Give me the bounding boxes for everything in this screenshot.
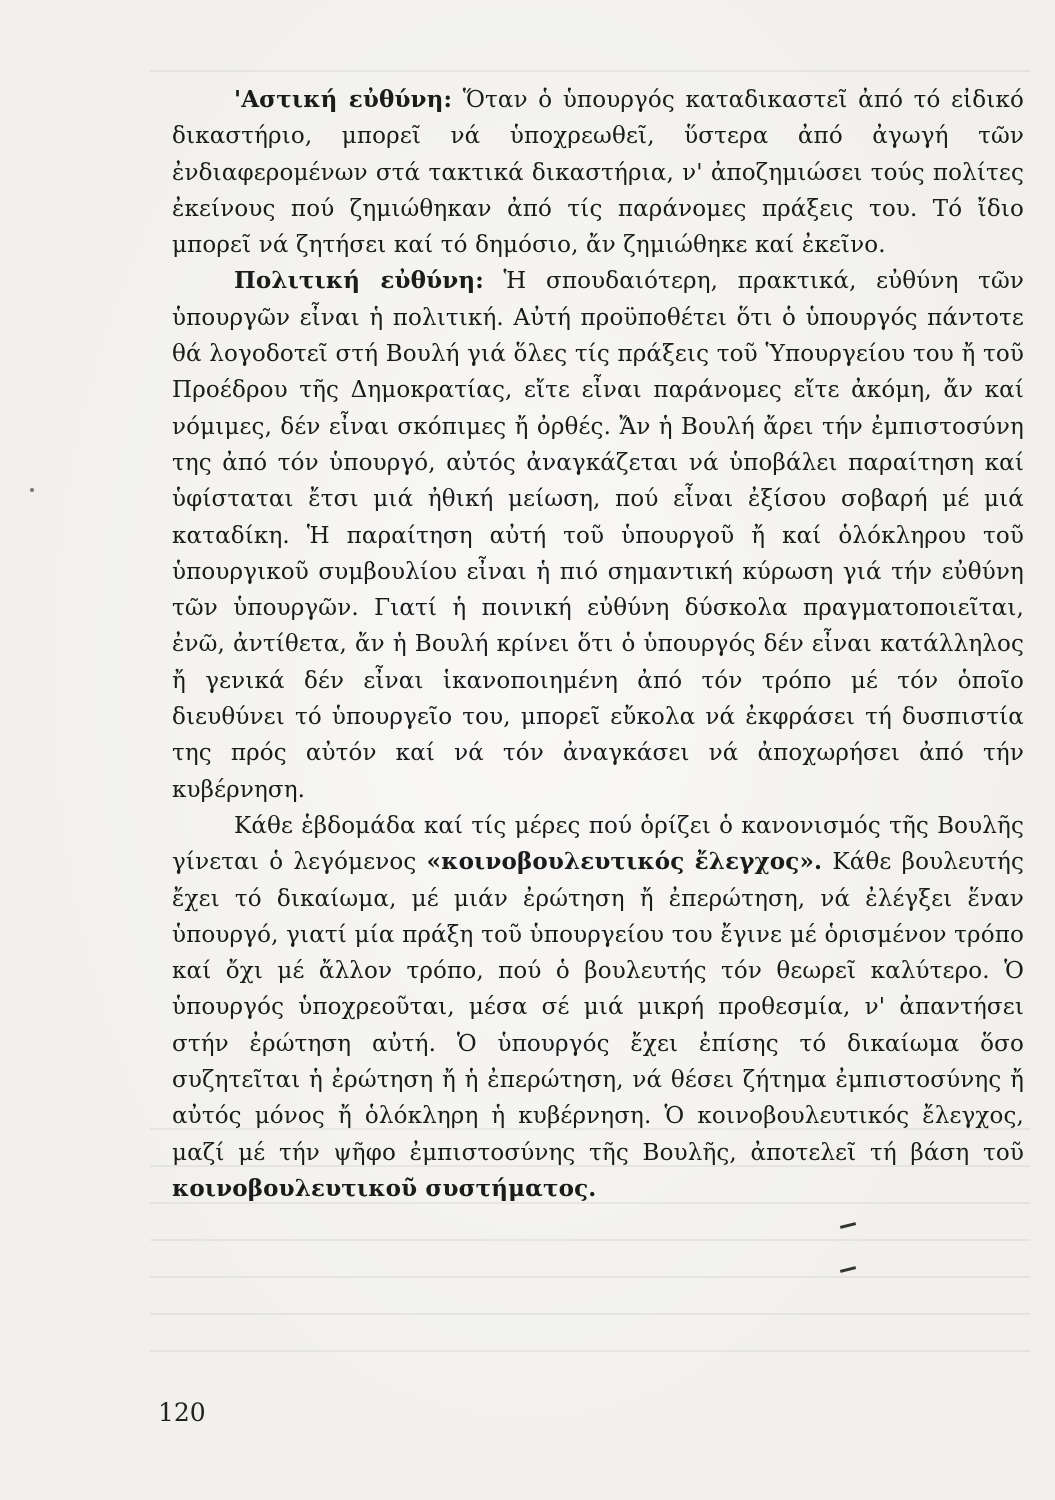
show-through-line [150,1239,1030,1241]
ink-smudge [840,1266,856,1273]
paragraph-parliamentary-control [172,808,1024,1207]
paragraph-text: Κάθε βουλευτής ἔχει τό δικαίωμα, μέ μιάν ἐρώτηση ἤ ἐπερώτηση, νά ἐλέγξει ἕναν ὑπουργό, γιατί μία πράξη τοῦ ὑπουργείου του ἔγινε μέ ὁρισμένον τρόπο καί ὄχι μέ ἄλλον τρόπο, πού ὁ βουλευτής τόν θεωρεῖ καλύτερο. Ὁ ὑπουργός ὑποχρεοῦται, μέσα σέ μιά μικρή προθεσμία, ν' ἀπαντήσει στήν ἐρώτηση αὐτή. Ὁ ὑπουργός ἔχει ἐπίσης τό δικαίωμα ὅσο συζητεῖται ἡ ἐρώτηση ἤ ἡ ἐπερώτηση, νά θέσει ζήτημα ἐμπιστοσύνης ἤ αὐτός μόνος ἤ ὁλόκληρη ἡ κυβέρνηση. Ὁ κοινοβουλευτικός ἔλεγχος, μαζί μέ τήν ψῆφο ἐμπιστοσύνης τῆς Βουλῆς, ἀποτελεῖ τή βάση τοῦ [172,849,1024,1166]
paragraph-text: Κάθε ἑβδομάδα καί τίς μέρες πού ὁρίζει ὁ κανονισμός τῆς Βουλῆς γίνεται ὁ λεγόμενος [172,812,1024,876]
bold-term: ἔλεγχος». [694,848,823,876]
paragraph-political-liability [172,263,1024,807]
show-through-line [150,70,1030,72]
ink-speck [30,488,34,492]
show-through-line [150,1350,1030,1352]
paragraph-lead: 'Αστική εὐθύνη: [234,86,453,113]
bold-term: «κοινοβουλευτικός [426,848,685,876]
show-through-line [150,1313,1030,1315]
paragraph-text: Ἡ σπουδαιότερη, πρακτικά, εὐθύνη τῶν ὑπουργῶν εἶναι ἡ πολιτική. Αὐτή προϋποθέτει ὅτι ὁ ὑπουργός πάντοτε θά λογοδοτεῖ στή Βουλή γιά ὅλες τίς πράξεις τοῦ Ὑπουργείου του ἤ τοῦ Προέδρου τῆς Δημοκρατίας, εἴτε εἶναι παράνομες εἴτε ἀκόμη, ἄν καί νόμιμες, δέν εἶναι σκόπιμες ἤ ὀρθές. Ἄν ἡ Βουλή ἄρει τήν ἐμπιστοσύνη της ἀπό τόν ὑπουργό, αὐτός ἀναγκάζεται νά ὑποβάλει παραίτηση καί ὑφίσταται ἔτσι μιά ἠθική μείωση, πού εἶναι ἐξίσου σοβαρή μέ μιά καταδίκη. Ἡ παραίτηση αὐτή τοῦ ὑπουργοῦ ἤ καί ὁλόκληρου τοῦ ὑπουργικοῦ συμβουλίου εἶναι ἡ πιό σημαντική κύρωση γιά τήν εὐθύνη τῶν ὑπουργῶν. Γιατί ἡ ποινική εὐθύνη δύσκολα πραγματοποιεῖται, ἐνῶ, ἀντίθετα, ἄν ἡ Βουλή κρίνει ὅτι ὁ ὑπουργός δέν εἶναι κατάλληλος ἤ γενικά δέν εἶναι ἱκανοποιημένη ἀπό τόν τρόπο μέ τόν ὁποῖο διευθύνει τό ὑπουργεῖο του, μπορεῖ εὔκολα νά ἐκφράσει τή δυσπιστία της πρός αὐτόν καί νά τόν ἀναγκάσει νά ἀποχωρήσει ἀπό τήν κυβέρνηση. [172,268,1025,803]
ink-smudge [840,1222,856,1229]
bold-term: κοινοβουλευτικοῦ συστήματος. [172,1174,597,1202]
page-number: 120 [158,1398,206,1427]
paragraph-text: Ὅταν ὁ ὑπουργός καταδικαστεῖ ἀπό τό εἰδικό δικαστήριο, μπορεῖ νά ὑποχρεωθεῖ, ὕστερα ἀπό ἀγωγή τῶν ἐνδιαφερομένων στά τακτικά δικαστήρια, ν' ἀποζημιώσει τούς πολίτες ἐκείνους πού ζημιώθηκαν ἀπό τίς παράνομες πράξεις του. Τό ἴδιο μπορεῖ νά ζητήσει καί τό δημόσιο, ἄν ζημιώθηκε καί ἐκεῖνο. [172,87,1024,259]
paragraph-civil-liability [172,82,1024,263]
show-through-line [150,1276,1030,1278]
paragraph-text [684,849,694,875]
body-text [172,82,1024,1207]
paragraph-lead: Πολιτική εὐθύνη: [234,267,484,295]
